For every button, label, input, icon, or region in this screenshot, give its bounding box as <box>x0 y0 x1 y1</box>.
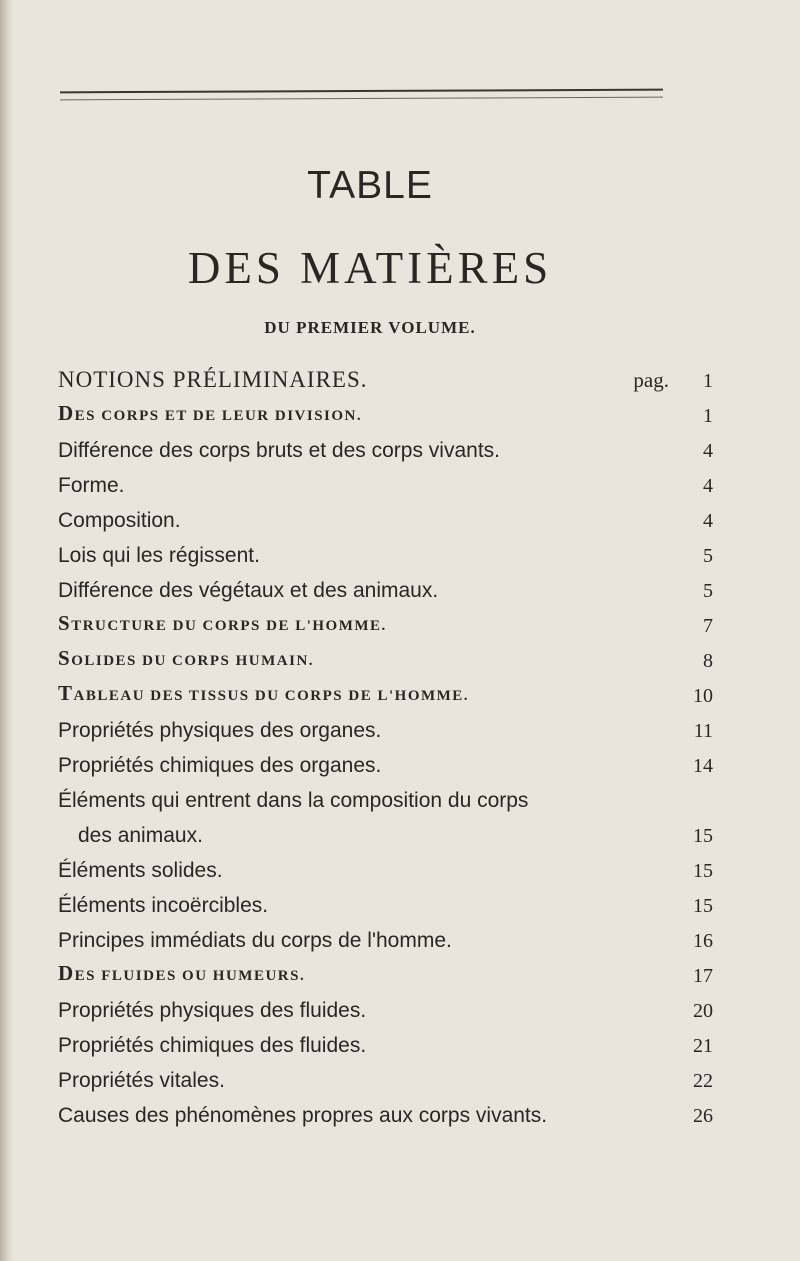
toc-entry-page: 22 <box>693 1070 713 1092</box>
toc-entry-page: 15 <box>693 895 713 917</box>
toc-entry-label: des animaux. <box>78 824 203 847</box>
toc-entry-page: 4 <box>703 510 713 532</box>
toc-entry-label: Différence des végétaux et des animaux. <box>58 579 439 602</box>
toc-entry-label: Éléments incoërcibles. <box>58 894 269 917</box>
toc-entry-page: 8 <box>703 650 713 672</box>
toc-entry-label: Éléments qui entrent dans la composition du corps <box>58 789 529 812</box>
toc-entry-label: Composition. <box>58 509 181 532</box>
table-of-contents <box>58 363 713 1133</box>
toc-entry-label: Propriétés chimiques des fluides. <box>58 1034 367 1057</box>
toc-entry-page: 16 <box>693 930 713 952</box>
toc-entry-page: 20 <box>693 1000 713 1022</box>
toc-entry <box>58 678 713 713</box>
toc-entry <box>58 783 713 818</box>
toc-entry <box>58 958 713 993</box>
toc-entry <box>58 503 713 538</box>
toc-entry-label: Forme. <box>58 474 125 497</box>
toc-entry <box>58 1063 713 1098</box>
toc-entry-label: SOLIDES DU CORPS HUMAIN. <box>58 646 315 670</box>
pag-label: pag. <box>633 368 669 392</box>
toc-entry-label: Propriétés chimiques des organes. <box>58 754 382 777</box>
toc-entry-label: TABLEAU DES TISSUS DU CORPS DE L'HOMME. <box>58 681 470 705</box>
toc-entry-page: 26 <box>693 1105 713 1127</box>
toc-entry <box>58 398 713 433</box>
toc-entry-page: 21 <box>693 1035 713 1057</box>
toc-entry-label: Propriétés vitales. <box>58 1069 225 1092</box>
toc-entry-page: 17 <box>693 965 713 987</box>
toc-entry-label: Propriétés physiques des organes. <box>58 719 382 742</box>
toc-entry <box>58 1098 713 1133</box>
toc-entry-label: Lois qui les régissent. <box>58 544 260 567</box>
toc-entry-page: 7 <box>703 615 713 637</box>
toc-entry-label: STRUCTURE DU CORPS DE L'HOMME. <box>58 611 387 635</box>
toc-entry-page: 4 <box>703 440 713 462</box>
toc-entry-page: 10 <box>693 685 713 707</box>
toc-entry-label: DES CORPS ET DE LEUR DIVISION. <box>58 401 363 425</box>
toc-entry-label: Éléments solides. <box>58 859 223 882</box>
toc-entry-page: 1 <box>703 405 713 427</box>
section-page-number: 1 <box>703 370 713 392</box>
toc-entry <box>58 433 713 468</box>
toc-entry-label: Différence des corps bruts et des corps vivants. <box>58 439 500 462</box>
toc-entry-page: 5 <box>703 580 713 602</box>
page-subtitle: DES MATIÈRES <box>187 243 553 293</box>
toc-entry <box>58 1028 713 1063</box>
toc-entry-page: 15 <box>693 825 713 847</box>
toc-entry-page: 11 <box>693 720 713 742</box>
toc-entry <box>58 888 713 923</box>
toc-entry <box>58 748 713 783</box>
toc-entry <box>58 468 713 503</box>
volume-caption: DU PREMIER VOLUME. <box>264 318 476 337</box>
toc-entry <box>58 993 713 1028</box>
toc-entry-label: Principes immédiats du corps de l'homme. <box>58 929 452 952</box>
toc-entry-page: 14 <box>693 755 713 777</box>
toc-entry <box>58 608 713 643</box>
page-title: TABLE <box>307 164 433 207</box>
toc-section-heading <box>58 363 713 398</box>
toc-entry-page: 15 <box>693 860 713 882</box>
toc-entry-page: 5 <box>703 545 713 567</box>
toc-entry-label: Propriétés physiques des fluides. <box>58 999 367 1022</box>
toc-entry-page: 4 <box>703 475 713 497</box>
toc-entry <box>58 713 713 748</box>
toc-entry-label: Causes des phénomènes propres aux corps vivants. <box>58 1104 548 1127</box>
toc-entry-label: DES FLUIDES OU HUMEURS. <box>58 961 306 985</box>
toc-entry <box>58 538 713 573</box>
toc-entry <box>58 923 713 958</box>
toc-entry <box>58 643 713 678</box>
toc-entry <box>58 818 713 853</box>
toc-entry <box>58 853 713 888</box>
toc-entry <box>58 573 713 608</box>
header-rule <box>60 89 663 101</box>
section-label: NOTIONS PRÉLIMINAIRES. <box>58 367 368 392</box>
